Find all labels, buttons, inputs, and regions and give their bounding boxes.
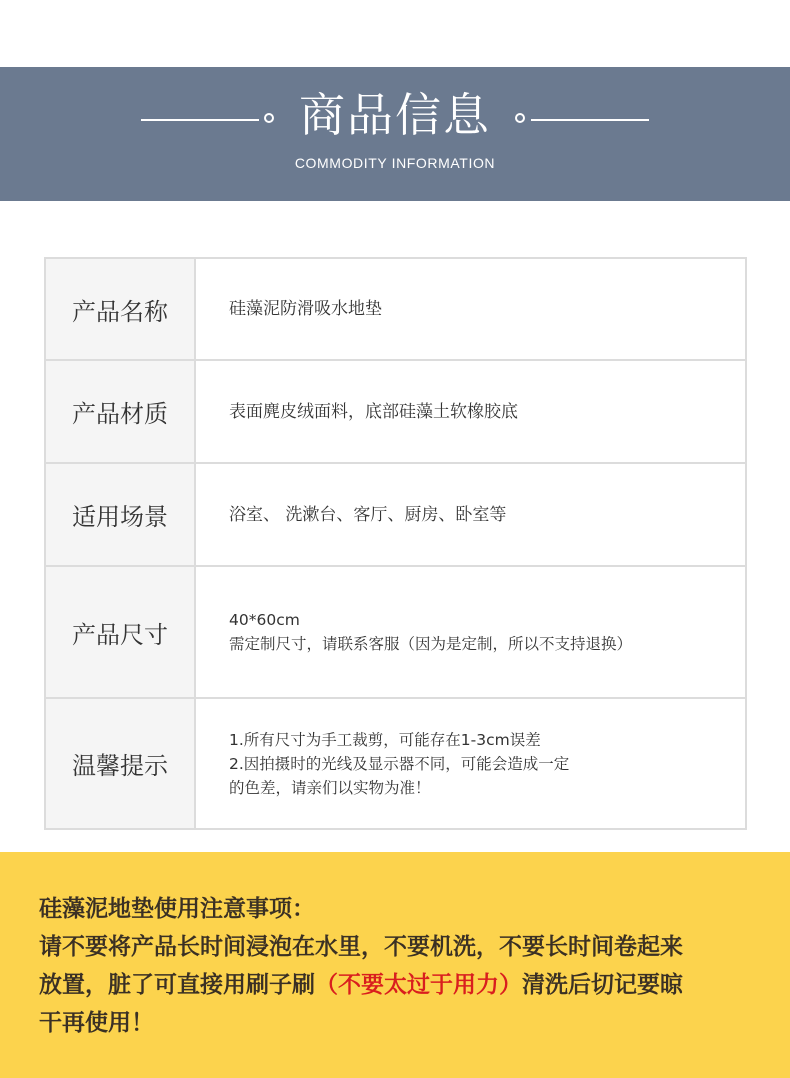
value-line: 1.所有尺寸为手工裁剪，可能存在1-3cm误差 bbox=[229, 730, 541, 749]
notice-warning-highlight: （不要太过于用力） bbox=[315, 972, 522, 998]
table-row-size bbox=[46, 567, 745, 699]
section-subtitle: COMMODITY INFORMATION bbox=[294, 155, 496, 171]
row-label: 温馨提示 bbox=[46, 699, 196, 828]
row-value bbox=[229, 567, 725, 697]
row-label: 产品名称 bbox=[46, 259, 196, 359]
row-value bbox=[229, 464, 725, 565]
table-row-material bbox=[46, 361, 745, 464]
decorative-dot-right bbox=[515, 113, 525, 123]
table-row-usage-scenes bbox=[46, 464, 745, 567]
notice-line-2-start: 放置，脏了可直接用刷子刷 bbox=[39, 972, 315, 998]
value-line: 硅藻泥防滑吸水地垫 bbox=[229, 299, 382, 319]
value-line: 的色差，请亲们以实物为准！ bbox=[229, 778, 431, 797]
section-header-banner bbox=[0, 67, 790, 201]
product-info-table bbox=[44, 257, 747, 830]
decorative-line-right bbox=[531, 119, 649, 121]
row-label: 适用场景 bbox=[46, 464, 196, 565]
notice-line-1: 请不要将产品长时间浸泡在水里，不要机洗，不要长时间卷起来 bbox=[39, 934, 683, 960]
row-value bbox=[229, 259, 725, 359]
notice-line-3: 干再使用！ bbox=[39, 1010, 154, 1036]
value-line: 需定制尺寸，请联系客服（因为是定制，所以不支持退换） bbox=[229, 635, 633, 653]
row-value bbox=[229, 699, 725, 828]
value-line: 2.因拍摄时的光线及显示器不同，可能会造成一定 bbox=[229, 754, 570, 773]
value-line: 浴室、 洗漱台、客厅、厨房、卧室等 bbox=[229, 504, 507, 525]
notice-body bbox=[39, 890, 769, 1042]
notice-line-2-end: 清洗后切记要晾 bbox=[522, 972, 683, 998]
value-line: 表面麂皮绒面料，底部硅藻土软橡胶底 bbox=[229, 401, 518, 422]
value-line: 40*60cm bbox=[229, 611, 300, 629]
notice-title: 硅藻泥地垫使用注意事项： bbox=[39, 896, 315, 922]
usage-notice-panel bbox=[0, 852, 790, 1078]
row-value bbox=[229, 361, 725, 462]
table-row-product-name bbox=[46, 259, 745, 361]
section-title: 商品信息 bbox=[299, 88, 491, 142]
notice-line-2 bbox=[39, 966, 769, 1004]
row-label: 产品材质 bbox=[46, 361, 196, 462]
row-label: 产品尺寸 bbox=[46, 567, 196, 697]
table-row-tips bbox=[46, 699, 745, 828]
